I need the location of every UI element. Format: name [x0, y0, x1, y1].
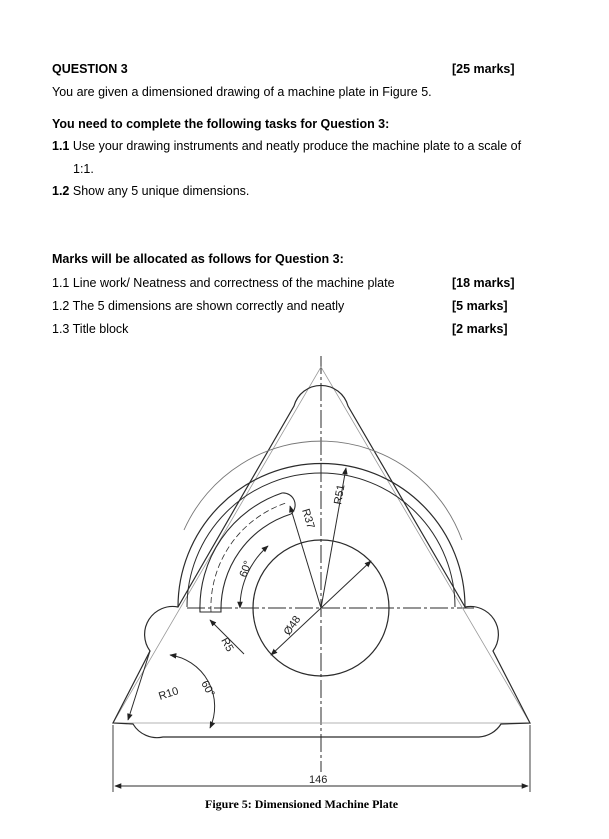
- allocation-row-marks: [5 marks]: [452, 299, 508, 313]
- allocation-heading: Marks will be allocated as follows for Question 3:: [52, 252, 344, 266]
- dim-r10: R10: [157, 685, 181, 703]
- tasks-heading: You need to complete the following tasks for Question 3:: [52, 117, 390, 131]
- dim-width: 146: [309, 774, 328, 786]
- allocation-row-label: 1.1 Line work/ Neatness and correctness of the machine plate: [52, 276, 395, 290]
- machine-plate-drawing: [0, 340, 609, 839]
- r10-dimension-line: [128, 651, 150, 720]
- dim-slot-angle: 60°: [237, 559, 255, 580]
- task-text: Use your drawing instruments and neatly produce the machine plate to a scale of: [72, 139, 522, 153]
- allocation-row-marks: [18 marks]: [452, 276, 515, 290]
- task-item-1-continued: 1:1.: [73, 162, 94, 176]
- allocation-row-label: 1.3 Title block: [52, 322, 129, 336]
- question-intro: You are given a dimensioned drawing of a machine plate in Figure 5.: [52, 85, 432, 99]
- question-marks: [25 marks]: [452, 62, 515, 76]
- dim-r37: R37: [299, 507, 317, 531]
- dim-corner-angle: 60°: [198, 678, 217, 700]
- task-item-1: [52, 139, 521, 153]
- dim-r5: R5: [218, 635, 236, 654]
- task-text: Show any 5 unique dimensions.: [72, 184, 250, 198]
- task-number: 1.2: [52, 184, 70, 198]
- task-item-2: [52, 184, 249, 198]
- dim-r51: R51: [332, 483, 348, 506]
- question-title: QUESTION 3: [52, 62, 128, 76]
- dim-diameter: Ø48: [281, 613, 304, 638]
- figure-caption: Figure 5: Dimensioned Machine Plate: [205, 797, 399, 811]
- task-number: 1.1: [52, 139, 70, 153]
- allocation-row-label: 1.2 The 5 dimensions are shown correctly and neatly: [52, 299, 345, 313]
- allocation-row-marks: [2 marks]: [452, 322, 508, 336]
